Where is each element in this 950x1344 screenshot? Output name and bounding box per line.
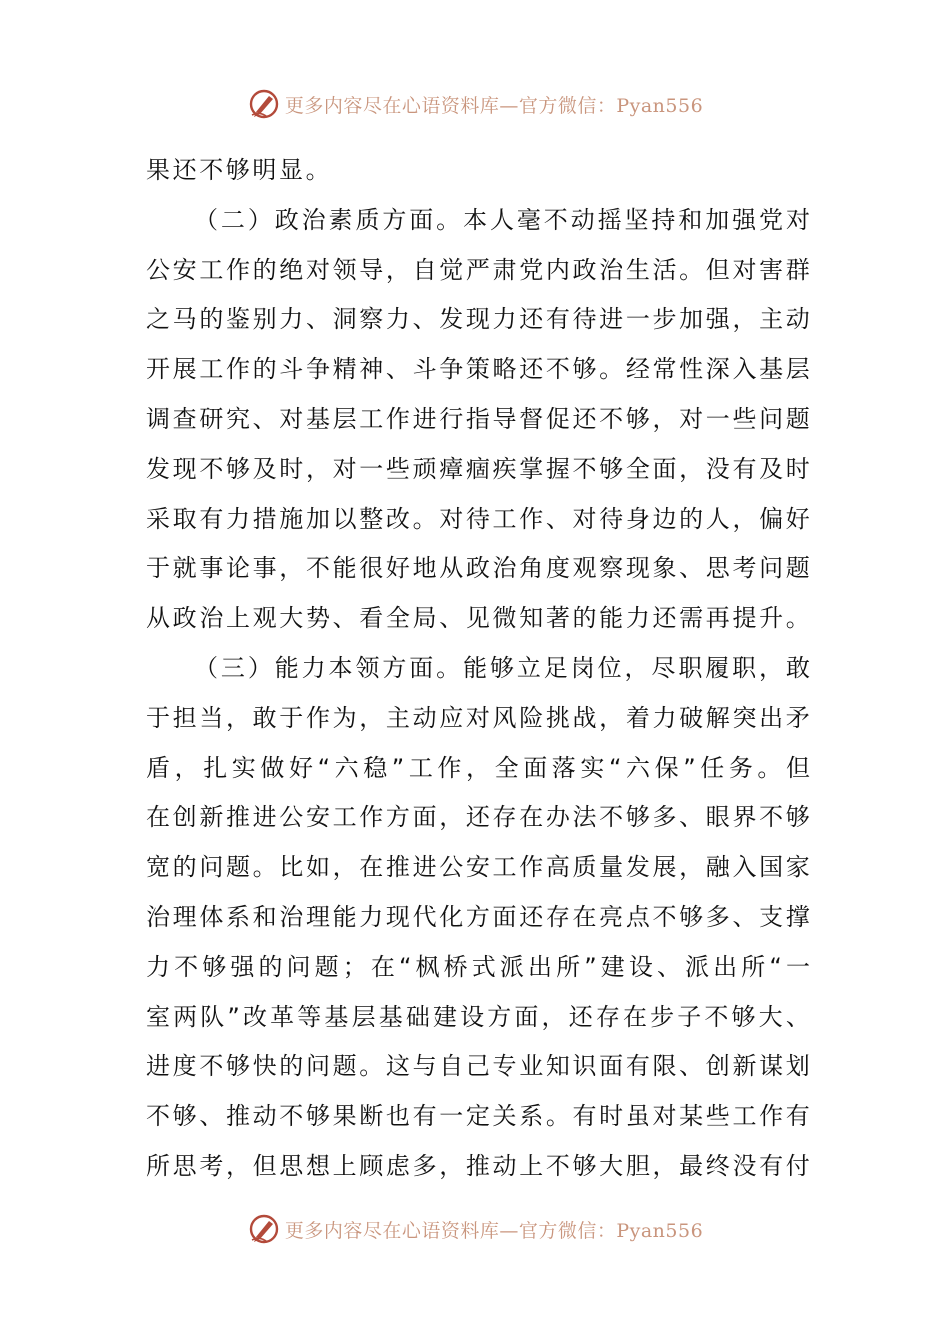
text-line: 果还不够明显。 [146, 156, 333, 184]
text-line: 之 马 的 鉴 别 力 、 洞 察 力 、 发 现 力 还 有 待 进 一 步 加 强 ， 主 动 [146, 305, 810, 334]
text-line: （ 三 ） 能 力 本 领 方 面 。 能 够 立 足 岗 位 ， 尽 职 履 职 ， 敢 [194, 653, 810, 682]
document-body [146, 146, 810, 1192]
pen-in-circle-logo-icon [247, 1212, 281, 1246]
text-line: 于 就 事 论 事 ， 不 能 很 好 地 从 政 治 角 度 观 察 现 象 、 思 考 问 题 [146, 554, 810, 583]
text-line: 公 安 工 作 的 绝 对 领 导 ， 自 觉 严 肃 党 内 政 治 生 活 。 但 对 害 群 [146, 255, 810, 284]
text-line: 于 担 当 ， 敢 于 作 为 ， 主 动 应 对 风 险 挑 战 ， 着 力 破 解 突 出 矛 [146, 703, 810, 732]
text-line: 在 创 新 推 进 公 安 工 作 方 面 ， 还 存 在 办 法 不 够 多 、 眼 界 不 够 [146, 803, 810, 832]
text-line: 盾 ， 扎 实 做 好 “ 六 稳 ” 工 作 ， 全 面 落 实 “ 六 保 ” 任 务 。 但 [146, 753, 810, 782]
text-line: 发 现 不 够 及 时 ， 对 一 些 顽 瘴 痼 疾 掌 握 不 够 全 面 ， 没 有 及 时 [146, 454, 810, 483]
text-line: 室 两 队 ” 改 革 等 基 层 基 础 建 设 方 面 ， 还 存 在 步 子 不 够 大 、 [146, 1002, 810, 1031]
watermark-text: 更多内容尽在心语资料库—官方微信：Pyan556 [284, 1219, 704, 1242]
watermark-text: 更多内容尽在心语资料库—官方微信：Pyan556 [284, 94, 704, 117]
text-line: （ 二 ） 政 治 素 质 方 面 。 本 人 毫 不 动 摇 坚 持 和 加 强 党 对 [194, 205, 810, 234]
text-line: 采 取 有 力 措 施 加 以 整 改 。 对 待 工 作 、 对 待 身 边 的 人 ， 偏 好 [146, 504, 810, 533]
text-line: 宽 的 问 题 。 比 如 ， 在 推 进 公 安 工 作 高 质 量 发 展 ， 融 入 国 家 [146, 853, 810, 882]
text-line: 调 查 研 究 、 对 基 层 工 作 进 行 指 导 督 促 还 不 够 ， 对 一 些 问 题 [146, 404, 810, 433]
text-line: 治 理 体 系 和 治 理 能 力 现 代 化 方 面 还 存 在 亮 点 不 够 多 、 支 撑 [146, 902, 810, 931]
text-line: 所 思 考 ， 但 思 想 上 顾 虑 多 ， 推 动 上 不 够 大 胆 ， 最 终 没 有 付 [146, 1151, 810, 1180]
text-line: 从 政 治 上 观 大 势 、 看 全 局 、 见 微 知 著 的 能 力 还 需 再 提 升 。 [146, 604, 810, 633]
header-watermark [0, 84, 950, 124]
text-line: 力 不 够 强 的 问 题 ； 在 “ 枫 桥 式 派 出 所 ” 建 设 、 派 出 所 “ 一 [146, 952, 810, 981]
text-line: 开 展 工 作 的 斗 争 精 神 、 斗 争 策 略 还 不 够 。 经 常 性 深 入 基 层 [146, 355, 810, 384]
pen-in-circle-logo-icon [247, 87, 281, 121]
text-line: 不 够 、 推 动 不 够 果 断 也 有 一 定 关 系 。 有 时 虽 对 某 些 工 作 有 [146, 1102, 810, 1131]
footer-watermark [0, 1209, 950, 1249]
text-line: 进 度 不 够 快 的 问 题 。 这 与 自 己 专 业 知 识 面 有 限 、 创 新 谋 划 [146, 1052, 810, 1081]
